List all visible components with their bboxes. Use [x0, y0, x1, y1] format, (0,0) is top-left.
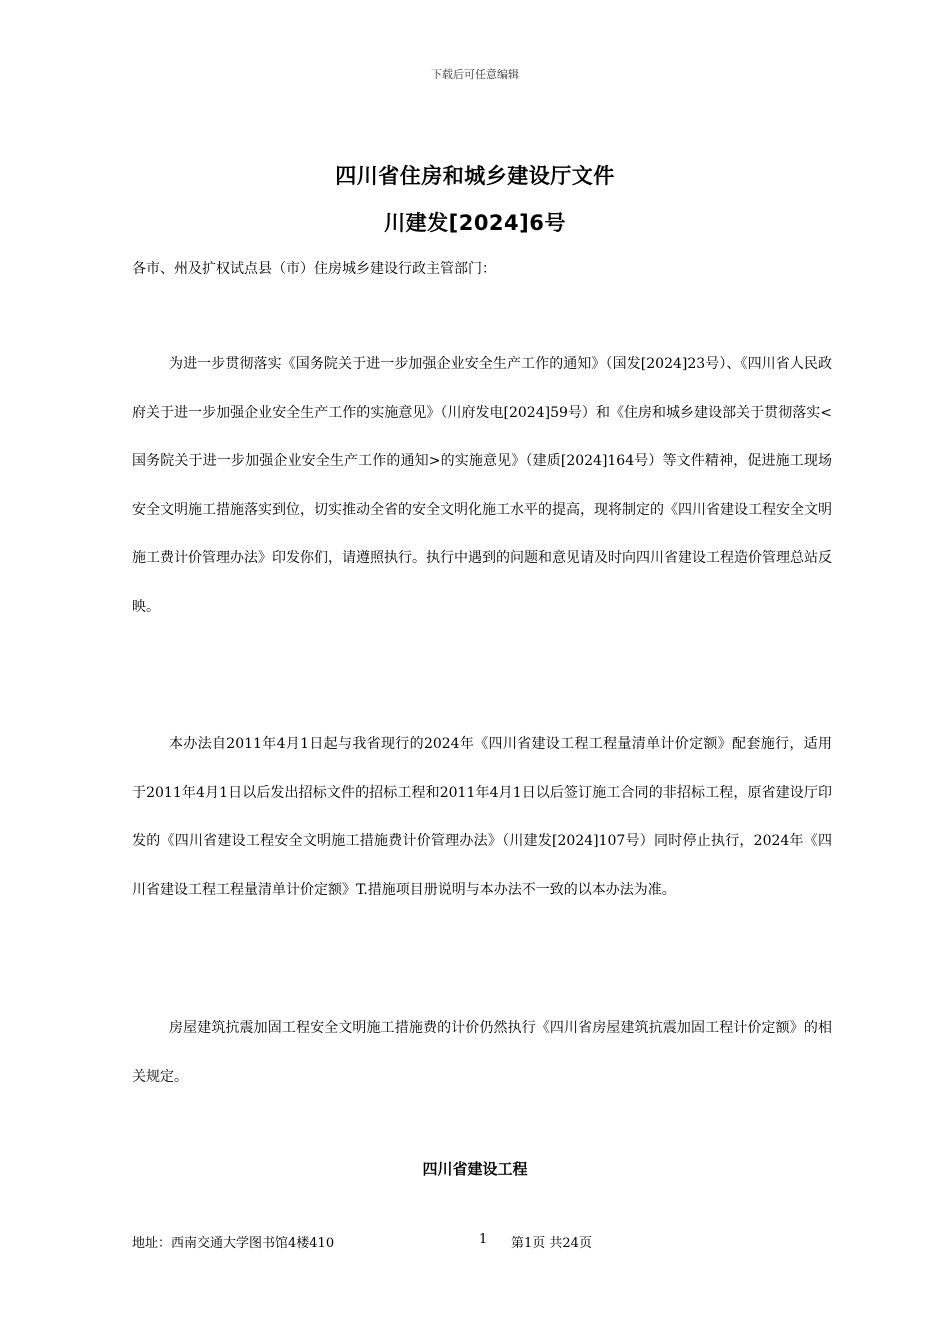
document-number: 川建发[2024]6号 — [384, 211, 566, 235]
footer-number: 1 — [479, 1232, 488, 1247]
body-paragraph-3: 房屋建筑抗震加固工程安全文明施工措施费的计价仍然执行《四川省房屋建筑抗震加固工程计价定额》的相关规定。 — [132, 1020, 832, 1085]
body-paragraph-1: 为进一步贯彻落实《国务院关于进一步加强企业安全生产工作的通知》（国发[2024]23号）、《四川省人民政府关于进一步加强企业安全生产工作的实施意见》（川府发电[2024]59号）和《住房和城乡建设部关于贯彻落实<国务院关于进一步加强企业安全生产工作的通知>的实施意见》（建质[2024]164号）等文件精神，促进施工现场安全文明施工措施落实到位，切实推动全省的安全文明化施工水平的提高，现将制定的《四川省建设工程安全文明施工费计价管理办法》印发你们，请遵照执行。执行中遇到的问题和意见请及时向四川省建设工程造价管理总站反映。 — [132, 356, 832, 615]
footer-address: 地址：西南交通大学图书馆4楼410 — [132, 1236, 335, 1251]
header-note: 下载后可任意编辑 — [431, 68, 519, 81]
section-heading: 四川省建设工程 — [422, 1160, 528, 1178]
document-title: 四川省住房和城乡建设厅文件 — [335, 164, 615, 188]
body-paragraph-2: 本办法自2011年4月1日起与我省现行的2024年《四川省建设工程工程量清单计价定额》配套施行，适用于2011年4月1日以后发出招标文件的招标工程和2011年4月1日以后签订施工合同的非招标工程，原省建设厅印发的《四川省建设工程安全文明施工措施费计价管理办法》（川建发[2024]107号）同时停止执行，2024年《四川省建设工程工程量清单计价定额》T.措施项目册说明与本办法不一致的以本办法为准。 — [132, 736, 832, 898]
page-footer — [132, 1232, 832, 1252]
footer-page-info: 第1页 共24页 — [511, 1236, 592, 1251]
addressee: 各市、州及扩权试点县（市）住房城乡建设行政主管部门： — [132, 261, 496, 277]
